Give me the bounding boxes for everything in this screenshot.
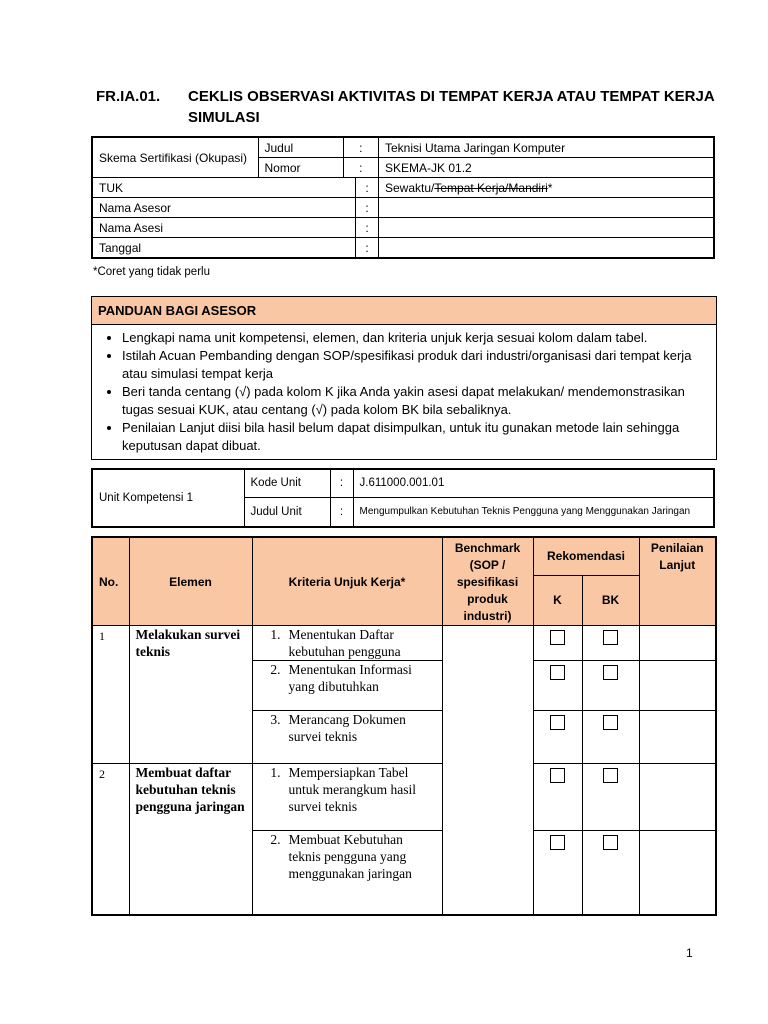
asesi-label: Nama Asesi <box>92 218 356 238</box>
panduan-item: • Beri tanda centang (√) pada kolom K jika Anda yakin asesi dapat melakukan/ mendemonstrasikan tugas sesuai KUK, atau centang (√) pada kolom BK bila sebaliknya. <box>122 383 716 419</box>
form-code: FR.IA.01. <box>96 88 161 105</box>
panduan-box <box>91 296 717 460</box>
k-cell <box>533 661 582 711</box>
kuk-cell: 1. Mempersiapkan Tabel untuk merangkum hasil survei teknis <box>252 764 442 831</box>
tanggal-value[interactable] <box>379 238 715 259</box>
skema-label: Skema Sertifikasi (Okupasi) <box>92 137 258 178</box>
row-elemen: Membuat daftar kebutuhan teknis pengguna jaringan <box>129 764 252 915</box>
k-checkbox[interactable] <box>550 630 565 645</box>
bk-checkbox[interactable] <box>603 630 618 645</box>
tuk-value: Sewaktu/Tempat Kerja/Mandiri* <box>379 178 715 198</box>
colon: : <box>343 137 379 158</box>
panduan-list <box>92 329 716 455</box>
identity-table <box>91 136 715 259</box>
k-cell <box>533 626 582 661</box>
k-checkbox[interactable] <box>550 768 565 783</box>
tuk-label: TUK <box>92 178 343 198</box>
header-rekomendasi: Rekomendasi <box>533 537 639 575</box>
kuk-cell: 1. Menentukan Daftar kebutuhan pengguna <box>252 626 442 661</box>
kuk-cell: 3. Merancang Dokumen survei teknis <box>252 711 442 764</box>
k-checkbox[interactable] <box>550 715 565 730</box>
penilaian-cell[interactable] <box>639 831 716 915</box>
panduan-heading: PANDUAN BAGI ASESOR <box>92 297 716 325</box>
header-benchmark: Benchmark (SOP / spesifikasi produk industri) <box>442 537 533 626</box>
bk-checkbox[interactable] <box>603 768 618 783</box>
k-checkbox[interactable] <box>550 665 565 680</box>
row-elemen: Melakukan survei teknis <box>129 626 252 764</box>
kuk-cell: 2. Membuat Kebutuhan teknis pengguna yang menggunakan jaringan <box>252 831 442 915</box>
header-no: No. <box>92 537 129 626</box>
coret-note: *Coret yang tidak perlu <box>93 266 210 278</box>
tanggal-label: Tanggal <box>92 238 356 259</box>
colon: : <box>330 497 353 527</box>
panduan-item: • Lengkapi nama unit kompetensi, elemen, dan kriteria unjuk kerja sesuai kolom dalam tabel. <box>122 329 716 347</box>
colon: : <box>356 218 379 238</box>
asesor-label: Nama Asesor <box>92 198 356 218</box>
judul-value: Teknisi Utama Jaringan Komputer <box>379 137 715 158</box>
colon: : <box>356 198 379 218</box>
header-bk: BK <box>582 575 639 625</box>
judul-unit-value: Mengumpulkan Kebutuhan Teknis Pengguna yang Menggunakan Jaringan <box>353 497 714 527</box>
bk-checkbox[interactable] <box>603 835 618 850</box>
penilaian-cell[interactable] <box>639 711 716 764</box>
bk-cell <box>582 626 639 661</box>
colon: : <box>330 469 353 497</box>
table-row <box>92 626 716 661</box>
asesor-value[interactable] <box>379 198 715 218</box>
kode-unit-label: Kode Unit <box>244 469 330 497</box>
header-penilaian: Penilaian Lanjut <box>639 537 716 626</box>
header-k: K <box>533 575 582 625</box>
penilaian-cell[interactable] <box>639 764 716 831</box>
bk-checkbox[interactable] <box>603 715 618 730</box>
bk-cell <box>582 764 639 831</box>
bk-cell <box>582 711 639 764</box>
unit-table <box>91 468 715 528</box>
colon: : <box>343 158 379 178</box>
k-checkbox[interactable] <box>550 835 565 850</box>
penilaian-cell[interactable] <box>639 626 716 661</box>
form-title-text: CEKLIS OBSERVASI AKTIVITAS DI TEMPAT KERJA ATAU TEMPAT KERJA SIMULASI <box>188 88 715 126</box>
judul-label: Judul <box>258 137 343 158</box>
header-elemen: Elemen <box>129 537 252 626</box>
unit-label: Unit Kompetensi 1 <box>92 469 244 527</box>
colon: : <box>356 238 379 259</box>
bk-checkbox[interactable] <box>603 665 618 680</box>
penilaian-cell[interactable] <box>639 661 716 711</box>
nomor-value: SKEMA-JK 01.2 <box>379 158 715 178</box>
panduan-item: • Penilaian Lanjut diisi bila hasil belum dapat disimpulkan, untuk itu gunakan metode lain sehingga keputusan dapat dibuat. <box>122 419 716 455</box>
kode-unit-value: J.611000.001.01 <box>353 469 714 497</box>
row-no: 2 <box>92 764 129 915</box>
k-cell <box>533 831 582 915</box>
judul-unit-label: Judul Unit <box>244 497 330 527</box>
tuk-strike: Tempat Kerja/Mandiri <box>434 180 548 195</box>
observation-table <box>91 536 717 916</box>
k-cell <box>533 764 582 831</box>
header-kuk: Kriteria Unjuk Kerja* <box>252 537 442 626</box>
colon: : <box>356 178 379 198</box>
k-cell <box>533 711 582 764</box>
table-row <box>92 764 716 831</box>
row-no: 1 <box>92 626 129 764</box>
bk-cell <box>582 831 639 915</box>
page-number: 1 <box>686 946 693 960</box>
asesi-value[interactable] <box>379 218 715 238</box>
panduan-item: • Istilah Acuan Pembanding dengan SOP/spesifikasi produk dari industri/organisasi dari tempat kerja atau simulasi tempat kerja <box>122 347 716 383</box>
benchmark-cell[interactable] <box>442 626 533 915</box>
kuk-cell: 2. Menentukan Informasi yang dibutuhkan <box>252 661 442 711</box>
nomor-label: Nomor <box>258 158 343 178</box>
bk-cell <box>582 661 639 711</box>
